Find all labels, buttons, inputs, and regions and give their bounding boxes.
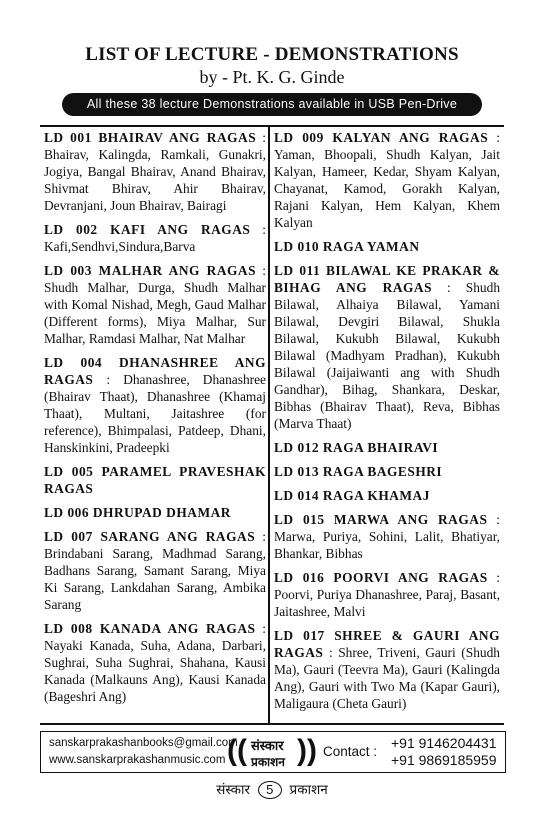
lecture-heading: LD 017 SHREE & GAURI ANG RAGAS <box>274 628 500 660</box>
contact-box <box>40 731 506 773</box>
lecture-ragas: Brindabani Sarang, Madhmad Sarang, Badhans Sarang, Samant Sarang, Miya Ki Sarang, Lankdahan Sarang, Ambika Sarang <box>44 546 266 612</box>
logo-left-bracket-icon: (( <box>227 734 247 767</box>
bottom-rule <box>40 723 504 725</box>
lecture-separator: : <box>256 130 266 145</box>
lecture-heading: LD 006 DHRUPAD DHAMAR <box>44 505 231 520</box>
lecture-heading: LD 013 RAGA BAGESHRI <box>274 464 443 479</box>
page-title: LIST OF LECTURE - DEMONSTRATIONS <box>85 44 459 65</box>
phone-number-1[interactable]: +91 9146204431 <box>391 735 497 751</box>
page-footer <box>0 780 544 799</box>
lecture-separator: : <box>250 222 266 237</box>
lecture-entry <box>274 627 500 712</box>
lecture-separator: : <box>255 621 266 636</box>
lecture-entry <box>274 262 500 432</box>
lecture-heading: LD 007 SARANG ANG RAGAS <box>44 529 256 544</box>
lecture-separator: : <box>488 130 500 145</box>
lecture-ragas: Bhairav, Kalingda, Ramkali, Gunakri, Jogiya, Bangal Bhairav, Anand Bhairav, Shivmat Bhirav, Ahir Bhairav, Devranjani, Joun Bhairav, Bairagi <box>44 147 266 213</box>
author-line: by - Pt. K. G. Ginde <box>199 67 345 87</box>
lecture-entry <box>274 129 500 231</box>
lecture-ragas: Shree, Triveni, Gauri (Shudh Ma), Gauri (Teevra Ma), Gauri (Kalingda Ang), Gauri with Two Ma (Kapar Gauri), Maligaura (Cheta Gauri) <box>274 645 500 711</box>
top-rule <box>40 125 504 127</box>
lecture-heading: LD 003 MALHAR ANG RAGAS <box>44 263 257 278</box>
lecture-ragas: Dhanashree, Dhanashree (Bhairav Thaat), Dhanashree (Khamaj Thaat), Multani, Jaitashree (for reference), Bhimpalasi, Patdeep, Dhani, Hanskinkini, Pradeepki <box>44 372 266 455</box>
lecture-heading: LD 010 RAGA YAMAN <box>274 239 420 254</box>
lecture-ragas: Yaman, Bhoopali, Shudh Kalyan, Jait Kalyan, Hameer, Kedar, Shyam Kalyan, Chayanat, Kamod, Gorakh Kalyan, Rajani Kalyan, Hem Kalyan, Khem Kalyan <box>274 147 500 230</box>
lecture-ragas: Nayaki Kanada, Suha, Adana, Darbari, Sughrai, Suha Sughrai, Shahana, Kausi Kanada (Malkauns Ang), Kausi Kanada (Bageshri Ang) <box>44 638 266 704</box>
lecture-ragas: Poorvi, Puriya Dhanashree, Paraj, Basant, Jaitashree, Malvi <box>274 587 500 619</box>
lecture-ragas: Marwa, Puriya, Sohini, Lalit, Bhatiyar, Bhankar, Bibhas <box>274 529 500 561</box>
lecture-entry <box>44 354 266 456</box>
footer-brand-left: संस्कार <box>216 782 250 797</box>
lecture-entry <box>274 511 500 562</box>
email-address[interactable]: sanskarprakashanbooks@gmail.com <box>49 737 238 749</box>
lecture-separator: : <box>487 512 500 527</box>
lecture-separator: : <box>487 570 500 585</box>
lecture-entry <box>44 620 266 705</box>
lecture-heading: LD 012 RAGA BHAIRAVI <box>274 440 439 455</box>
lecture-ragas: Kafi,Sendhvi,Sindura,Barva <box>44 239 196 254</box>
lecture-heading: LD 009 KALYAN ANG RAGAS <box>274 130 489 145</box>
publisher-logo <box>227 734 317 770</box>
lecture-separator: : <box>432 280 466 295</box>
logo-line1: संस्कार <box>251 738 284 753</box>
lecture-heading: LD 001 BHAIRAV ANG RAGAS <box>44 130 257 145</box>
lecture-separator: : <box>256 263 266 278</box>
lecture-entry <box>274 238 500 255</box>
lecture-entry <box>274 487 500 504</box>
logo-line2: प्रकाशन <box>251 755 285 769</box>
right-column <box>274 129 500 719</box>
usb-banner: All these 38 lecture Demonstrations available in USB Pen-Drive <box>62 93 482 116</box>
lecture-entry <box>44 504 266 521</box>
column-separator <box>268 127 270 723</box>
lecture-entry <box>44 528 266 613</box>
left-column <box>44 129 266 712</box>
lecture-heading: LD 005 PARAMEL PRAVESHAK RAGAS <box>44 464 266 496</box>
lecture-entry <box>44 221 266 255</box>
website-url[interactable]: www.sanskarprakashanmusic.com <box>49 754 226 766</box>
phone-number-2[interactable]: +91 9869185959 <box>391 752 497 768</box>
lecture-separator: : <box>93 372 124 387</box>
lecture-heading: LD 015 MARWA ANG RAGAS <box>274 512 488 527</box>
lecture-entry <box>274 439 500 456</box>
lecture-separator: : <box>255 529 266 544</box>
lecture-entry <box>44 262 266 347</box>
lecture-heading: LD 002 KAFI ANG RAGAS <box>44 222 251 237</box>
lecture-ragas: Shudh Bilawal, Alhaiya Bilawal, Yamani Bilawal, Devgiri Bilawal, Shukla Bilawal, Kukubh Bilawal, Kukubh Bilawal (Madhyam Pradhan), Kukubh Bilawal (Jaijaiwanti ang with Shudh Gandhar), Bihag, Shankara, Deskar, Bibhas (Bhairav Thaat), Reva, Bibhas (Marva Thaat) <box>274 280 501 431</box>
lecture-entry <box>274 463 500 480</box>
lecture-heading: LD 011 BILAWAL KE PRAKAR & BIHAG ANG RAGAS <box>274 263 500 295</box>
contact-label: Contact : <box>323 744 378 759</box>
lecture-entry <box>44 463 266 497</box>
lecture-heading: LD 014 RAGA KHAMAJ <box>274 488 430 503</box>
lecture-heading: LD 016 POORVI ANG RAGAS <box>274 570 488 585</box>
logo-right-bracket-icon: )) <box>297 734 317 767</box>
lecture-heading: LD 008 KANADA ANG RAGAS <box>44 621 256 636</box>
page-number: 5 <box>258 781 282 799</box>
lecture-entry <box>44 129 266 214</box>
footer-brand-right: प्रकाशन <box>289 782 328 797</box>
lecture-heading: LD 004 DHANASHREE ANG RAGAS <box>44 355 266 387</box>
lecture-ragas: Shudh Malhar, Durga, Shudh Malhar with Komal Nishad, Megh, Gaud Malhar (Different forms), Miya Malhar, Sur Malhar, Ramdasi Malhar, Nat Malhar <box>44 280 266 346</box>
lecture-entry <box>274 569 500 620</box>
lecture-separator: : <box>323 645 339 660</box>
